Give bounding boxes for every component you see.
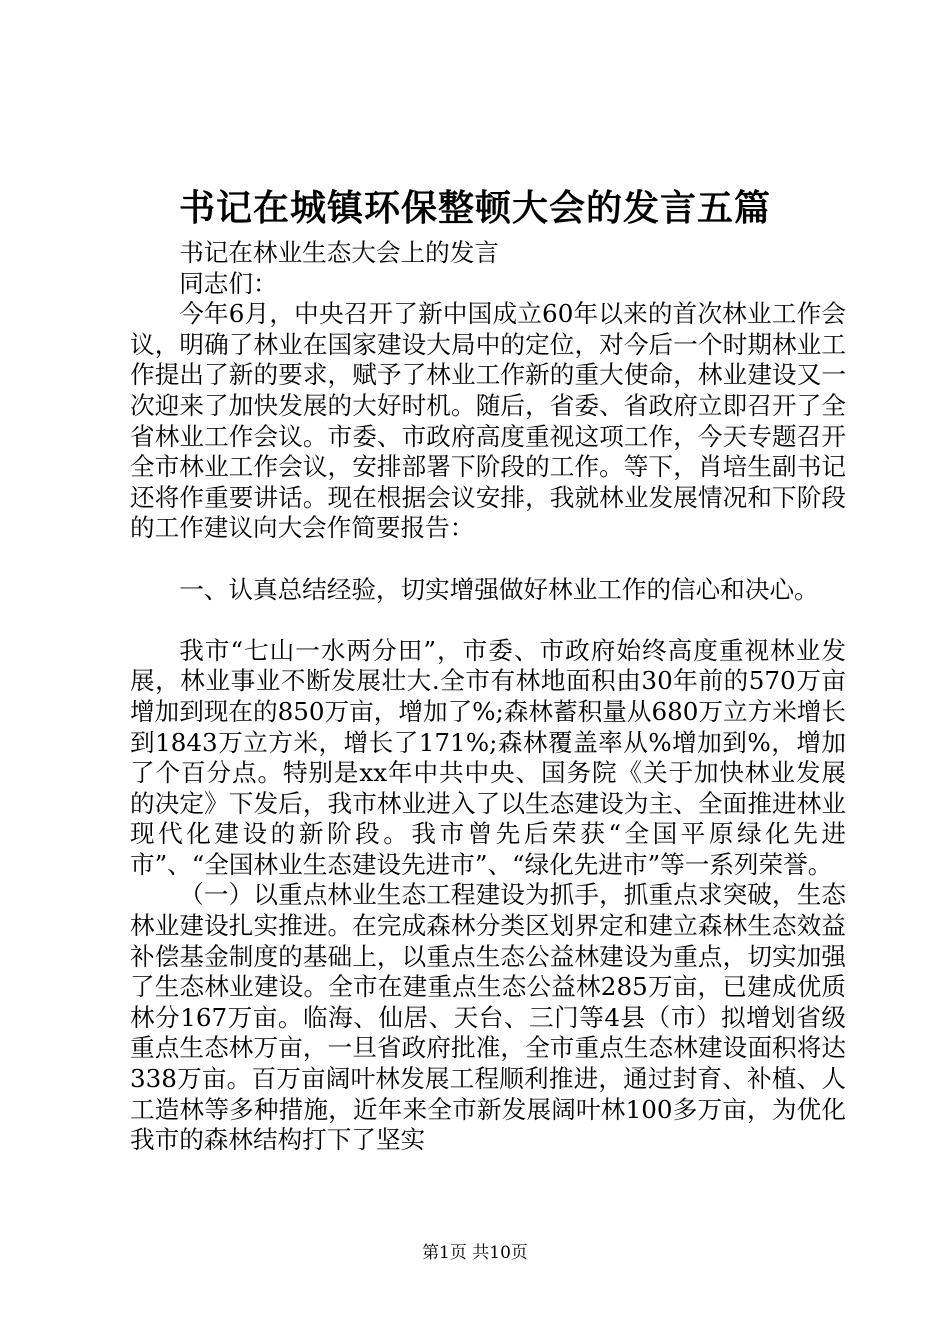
- paragraph-achievements: 我市“七山一水两分田”，市委、市政府始终高度重视林业发展，林业事业不断发展壮大.全市有林地面积由30年前的570万亩增加到现在的850万亩，增加了%;森林蓄积量从680万立方米增长到1843万立方米，增长了171%;森林覆盖率从%增加到%，增加了个百分点。特别是xx年中共中央、国务院《关于加快林业发展的决定》下发后，我市林业进入了以生态建设为主、全面推进林业现代化建设的新阶段。我市曾先后荣获“全国平原绿化先进市”、“全国林业生态建设先进市”、“绿化先进市”等一系列荣誉。: [130, 635, 846, 879]
- page-footer: 第1页 共10页: [422, 1243, 528, 1263]
- paragraph-subsection-1: （一）以重点林业生态工程建设为抓手，抓重点求突破，生态林业建设扎实推进。在完成森林分类区划界定和建立森林生态效益补偿基金制度的基础上，以重点生态公益林建设为重点，切实加强了生态林业建设。全市在建重点生态公益林285万亩，已建成优质林分167万亩。临海、仙居、天台、三门等4县（市）拟增划省级重点生态林万亩，一旦省政府批准，全市重点生态林建设面积将达338万亩。百万亩阔叶林发展工程顺利推进，通过封育、补植、人工造林等多种措施，近年来全市新发展阔叶林100多万亩，为优化我市的森林结构打下了坚实: [130, 880, 846, 1155]
- document-subtitle: 书记在林业生态大会上的发言: [179, 238, 499, 267]
- document-body: [130, 238, 846, 1156]
- section-heading: 一、认真总结经验，切实增强做好林业工作的信心和决心。: [179, 574, 819, 604]
- document-title: 书记在城镇环保整顿大会的发言五篇: [178, 187, 771, 229]
- salutation: 同志们：: [179, 268, 278, 298]
- paragraph-intro: 今年6月，中央召开了新中国成立60年以来的首次林业工作会议，明确了林业在国家建设大局中的定位，对今后一个时期林业工作提出了新的要求，赋予了林业工作新的重大使命，林业建设又一次迎来了加快发展的大好时机。随后，省委、省政府立即召开了全省林业工作会议。市委、市政府高度重视这项工作，今天专题召开全市林业工作会议，安排部署下阶段的工作。等下，肖培生副书记还将作重要讲话。现在根据会议安排，我就林业发展情况和下阶段的工作建议向大会作简要报告：: [130, 299, 846, 543]
